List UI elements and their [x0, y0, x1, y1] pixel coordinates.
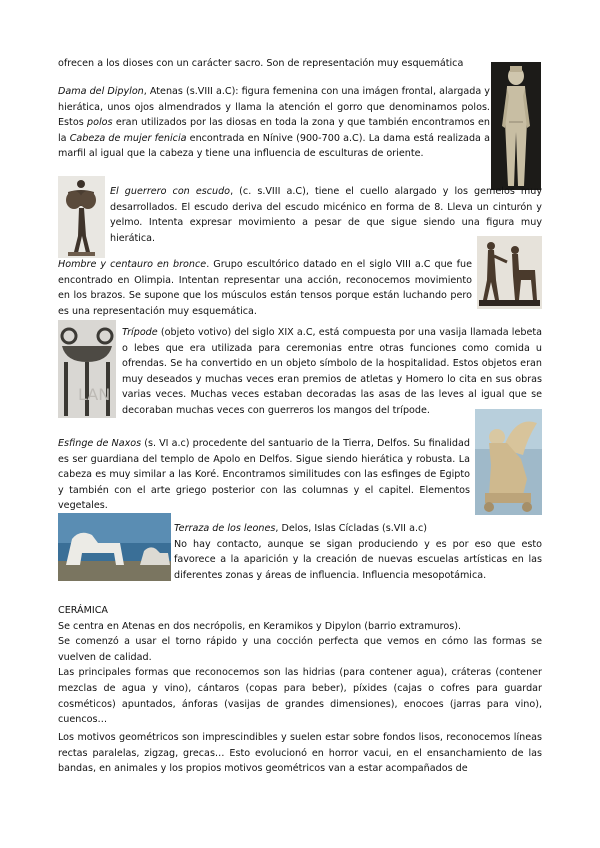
- motivos-paragraph: [58, 730, 542, 777]
- dama-dipylon-paragraph: [58, 84, 490, 162]
- terraza-text-2: No hay contacto, aunque se sigan produciendo y es por eso que esto favorece a la aparición y la creación de nuevas escuelas artísticas en las diferentes zonas y áreas de influencia. Influencia mesopotámica.: [174, 538, 542, 581]
- dama-text-1: , Atenas (s.VIII a.C): figura femenina con una imágen frontal, alargada y hierática, unos ojos almendrados y llama la atención el gorro que denominamos polos. Estos: [58, 86, 490, 129]
- tripode-text: (objeto votivo) del siglo XIX a.C, está compuesta por una vasija llamada lebeta o lebes que era utilizada para ceremonias entre otras funciones como comida u ofrendas. Se ha convertido en un objeto símbolo de la hospitalidad. Estos objetos eran muy deseados y muchas veces eran premios de atletas y Homero lo cita en sus obras varias veces. Muchas veces estaban decoradas las asas de las leves al igual que se decoraban muchas veces con guerreros los mangos del trípode.: [122, 327, 542, 416]
- dama-title: Dama del Dipylon: [58, 86, 144, 97]
- ceramica-section: [58, 603, 542, 728]
- dama-polos-term: polos: [87, 117, 113, 129]
- ceramica-p1: Se centra en Atenas en dos necrópolis, en Keramikos y Dipylon (barrio extramuros).: [58, 620, 462, 632]
- terraza-title: Terraza de los leones: [174, 523, 276, 534]
- ceramica-p2: Se comenzó a usar el torno rápido y una cocción perfecta que vemos en cómo las formas se vuelven de calidad.: [58, 636, 542, 663]
- tripode-title: Trípode: [122, 327, 158, 338]
- intro-text: ofrecen a los dioses con un carácter sacro. Son de representación muy esquemática: [58, 58, 464, 69]
- tripode-paragraph: [122, 325, 542, 419]
- terraza-text-1: , Delos, Islas Cícladas (s.VII a.c): [275, 523, 428, 534]
- guerrero-title: El guerrero con escudo: [110, 186, 231, 197]
- ceramica-p4: Los motivos geométricos son imprescindibles y suelen estar sobre fondos lisos, reconocemos líneas rectas paralelas, zigzag, grecas… Esto evolucionó en horror vacui, en el ensanchamiento de las bandas, en animales y los propios motivos geométricos van a estar acompañados de: [58, 732, 542, 775]
- hombre-title: Hombre y centauro en bronce: [58, 259, 207, 270]
- terraza-leones-image: [58, 513, 171, 581]
- hombre-text: . Grupo escultórico datado en el siglo VIII a.C que fue encontrado en Olimpia. Intentan representar una acción, reconocemos movimiento en los brazos. Se supone que los músculos están tensos porque están luchando pero es una representación muy esquemática.: [58, 259, 472, 317]
- dama-cabeza-term: Cabeza de mujer fenicia: [69, 132, 187, 144]
- dama-dipylon-image: [491, 62, 541, 190]
- esfinge-naxos-image: [475, 409, 542, 515]
- ceramica-p3: Las principales formas que reconocemos son las hidrias (para contener agua), cráteras (contener mezclas de agua y vino), cántaros (copas para beber), píxides (cajas o cofres para guardar cosméticos) apuntados, ánforas (vasijas de grandes dimensiones), enocoes (jarras para vino), cuencos…: [58, 667, 542, 726]
- hombre-centauro-paragraph: [58, 257, 472, 319]
- intro-paragraph: [58, 56, 542, 72]
- esfinge-paragraph: [58, 436, 470, 514]
- hombre-centauro-image: [477, 236, 542, 309]
- esfinge-title: Esfinge de Naxos: [58, 438, 142, 449]
- dama-text-2: eran utilizados por las diosas en toda la zona y que también encontramos en la: [58, 117, 490, 144]
- ceramica-heading: CERÁMICA: [58, 605, 108, 616]
- svg-text:LAN: LAN: [78, 385, 111, 404]
- guerrero-escudo-image: [58, 176, 105, 258]
- guerrero-text: , (c. s.VIII a.C), tiene el cuello alargado y los gemelos muy desarrollados. El escudo deriva del escudo micénico en forma de 8. Lleva un cinturón y yelmo. Intenta expresar movimiento a pesar de que sigue siendo una figura muy hierática.: [110, 186, 543, 244]
- tripode-image: [58, 320, 116, 418]
- esfinge-text: (s. VI a.c) procedente del santuario de la Tierra, Delfos. Su finalidad es ser guardiana del templo de Apolo en Delfos. Sigue siendo hierática y robusta. La cabeza es muy similar a las Koré. Encontramos similitudes con las esfinges de Egipto y también con el arte griego posterior con las columnas y el capitel. Elementos vegetales.: [58, 438, 470, 512]
- dama-text-3: encontrada en Nínive (900-700 a.C). La dama está realizada a marfil al igual que la cabeza y tiene una influencia de esculturas de oriente.: [58, 132, 490, 160]
- terraza-paragraph: [174, 521, 542, 583]
